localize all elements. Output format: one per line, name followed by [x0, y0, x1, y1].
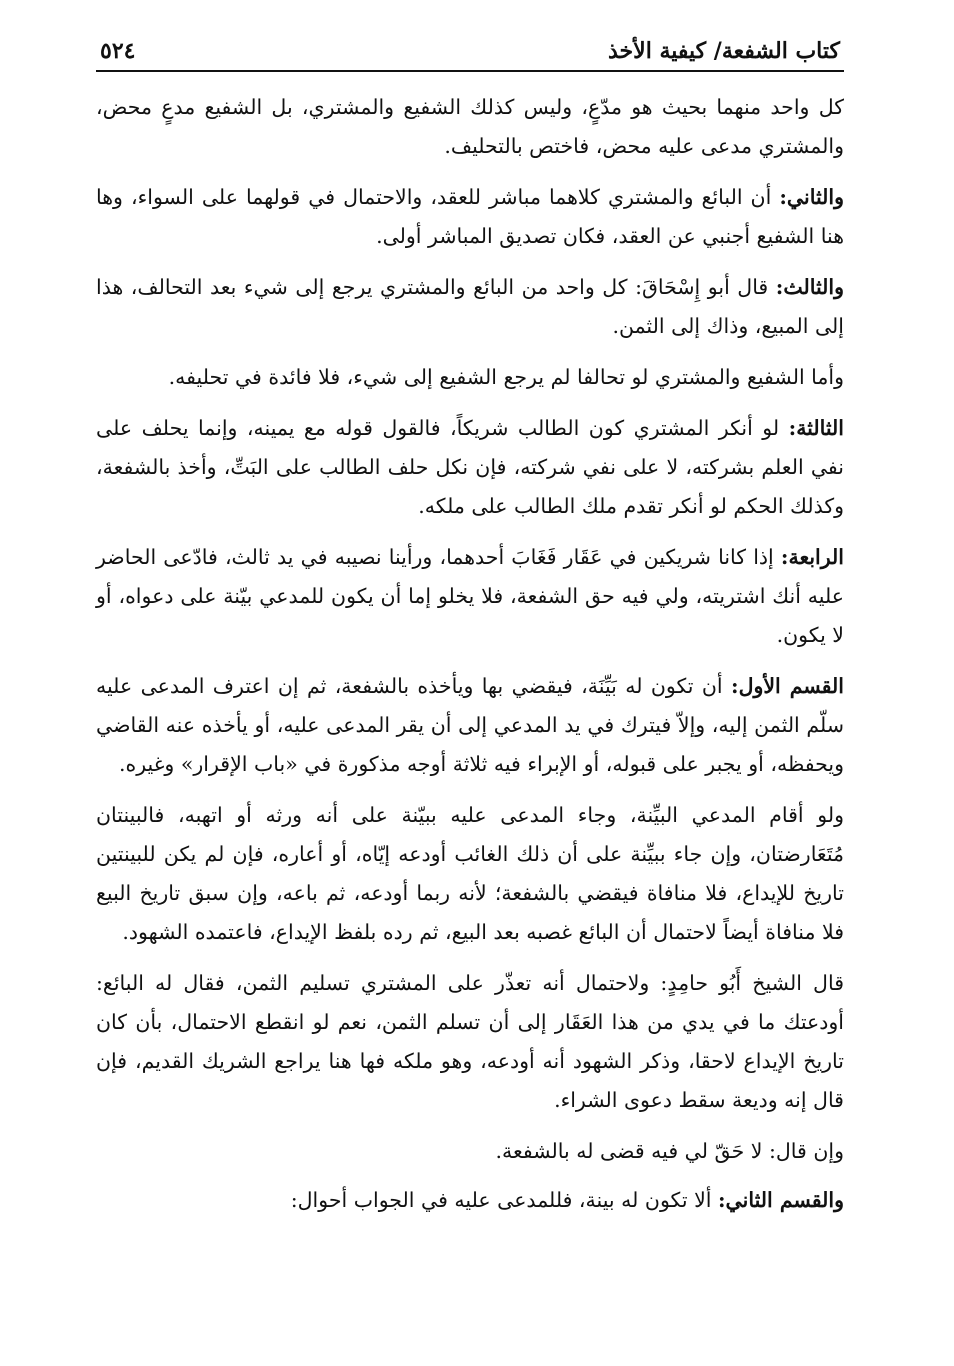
paragraph: [96, 1181, 844, 1220]
paragraph-lead: القسم الأول:: [731, 674, 844, 698]
paragraph-lead: والثاني:: [779, 185, 844, 209]
paragraph-text: وإن قال: لا حَقّ لي فيه قضى له بالشفعة.: [495, 1139, 844, 1163]
paragraph: [96, 796, 844, 952]
page-header: [96, 28, 844, 72]
paragraph-text: إذا كانا شريكين في عَقَار فَغَابَ أحدهما، ورأينا نصيبه في يد ثالث، فادّعى الحاضر عليه أنك اشتريته، ولي فيه حق الشفعة، فلا يخلو إما أن يكون للمدعي بيّنة على دعواه، أو لا يكون.: [96, 545, 844, 647]
paragraph-lead: الرابعة:: [780, 545, 844, 569]
paragraph-lead: والقسم الثاني:: [717, 1188, 844, 1212]
paragraph-text: ألا تكون له بينة، فللمدعى عليه في الجواب أحوال:: [290, 1188, 718, 1212]
paragraph-text: ولو أقام المدعي البيِّنة، وجاء المدعى عليه ببيّنة على أنه ورثه أو اتهبه، فالبينتان مُتَعَارضتان، وإن جاء ببيِّنة على أن ذلك الغائب أودعه إيّاه، أو أعاره، فإن لم يكن للبينتين تاريخ للإيداع، فلا منافاة فيقضي بالشفعة؛ لأنه ربما أودعه، ثم باعه، وإن سبق تاريخ البيع فلا منافاة أيضاً لاحتمال أن البائع غصبه بعد البيع، ثم رده بلفظ الإيداع، فاعتمده الشهود.: [96, 803, 844, 944]
paragraph-text: لو أنكر المشتري كون الطالب شريكاً، فالقول قوله مع يمينه، وإنما يحلف على نفي العلم بشركته، لا على نفي شركته، فإن نكل حلف الطالب على البَتِّ، وأخذ بالشفعة، وكذلك الحكم لو أنكر تقدم ملك الطالب على ملكه.: [96, 416, 844, 518]
paragraph: [96, 409, 844, 526]
paragraph: [96, 178, 844, 256]
paragraph: [96, 88, 844, 166]
paragraph: [96, 538, 844, 655]
paragraph: [96, 1132, 844, 1171]
paragraph-text: أن البائع والمشتري كلاهما مباشر للعقد، والاحتمال في قولهما على السواء، وها هنا الشفيع أجنبي عن العقد، فكان تصديق المباشر أولى.: [96, 185, 844, 248]
paragraph-lead: الثالثة:: [788, 416, 844, 440]
paragraph-text: أن تكون له بَيِّنَة، فيقضي بها ويأخذه بالشفعة، ثم إن اعترف المدعى عليه سلّم الثمن إليه، وإلاّ فيترك في يد المدعي إلى أن يقر المدعى عليه، أو يأخذه عنه القاضي ويحفظه، أو يجبر على قبوله، أو الإبراء فيه ثلاثة أوجه مذكورة في «باب الإقرار» وغيره.: [96, 674, 844, 776]
paragraph: [96, 358, 844, 397]
page-body: [96, 88, 844, 1220]
paragraph-lead: والثالث:: [775, 275, 844, 299]
paragraph: [96, 667, 844, 784]
page-number: ٥٢٤: [100, 38, 136, 64]
paragraph-text: قال أبو إِسْحَاقَ: كل واحد من البائع والمشتري يرجع إلى شيء بعد التحالف، هذا إلى المبيع، وذاك إلى الثمن.: [96, 275, 844, 338]
paragraph: [96, 964, 844, 1120]
document-page: [96, 28, 844, 1230]
running-title: كتاب الشفعة/ كيفية الأخذ: [608, 38, 840, 64]
paragraph: [96, 268, 844, 346]
paragraph-text: وأما الشفيع والمشتري لو تحالفا لم يرجع الشفيع إلى شيء، فلا فائدة في تحليفه.: [168, 365, 844, 389]
paragraph-text: قال الشيخ أَبُو حامِدٍ: ولاحتمال أنه تعذّر على المشتري تسليم الثمن، فقال له البائع: أودعتك ما في يدي من هذا العَقَار إلى أن تسلم الثمن، نعم لو انقطع الاحتمال، بأن كان تاريخ الإيداع لاحقا، وذكر الشهود أنه أودعه، وهو ملكه فها هنا يراجع الشريك القديم، فإن قال إنه وديعة سقط دعوى الشراء.: [96, 971, 844, 1112]
paragraph-text: كل واحد منهما بحيث هو مدّعٍ، وليس كذلك الشفيع والمشتري، بل الشفيع مدعٍ محض، والمشتري مدعى عليه محض، فاختص بالتحليف.: [96, 95, 844, 158]
